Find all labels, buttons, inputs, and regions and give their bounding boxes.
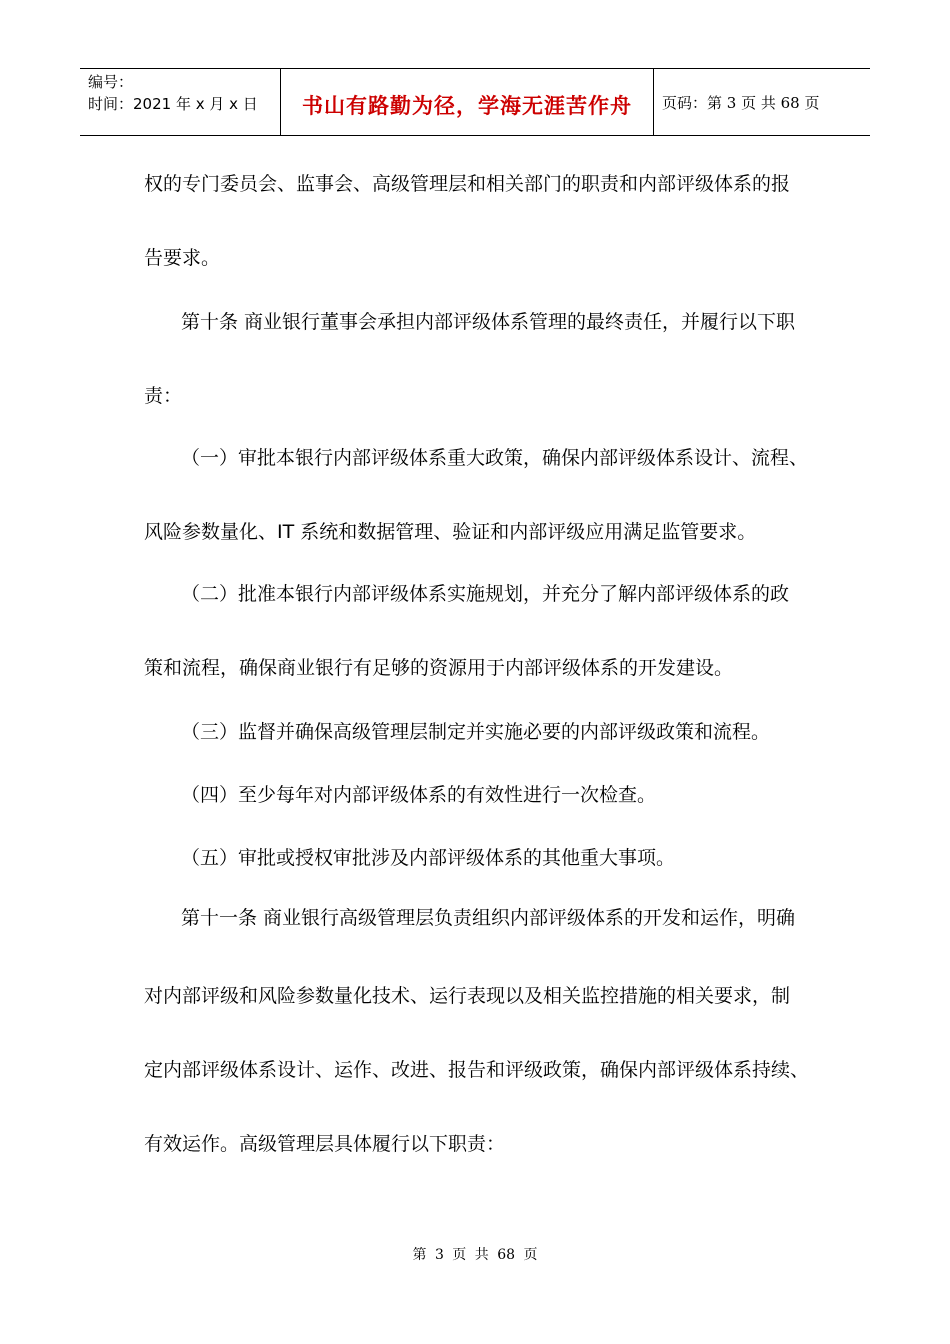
list-item: （五）审批或授权审批涉及内部评级体系的其他重大事项。 bbox=[181, 847, 676, 869]
serial-number-label: 编号： bbox=[88, 73, 134, 91]
motto-text: 书山有路勤为径，学海无涯苦作舟 bbox=[302, 93, 632, 118]
header-motto-cell bbox=[281, 69, 654, 135]
list-item: （四）至少每年对内部评级体系的有效性进行一次检查。 bbox=[181, 784, 657, 806]
body-line: 风险参数量化、IT 系统和数据管理、验证和内部评级应用满足监管要求。 bbox=[144, 521, 757, 543]
body-line: 责： bbox=[144, 385, 183, 407]
body-line: 定内部评级体系设计、运作、改进、报告和评级政策，确保内部评级体系持续、 bbox=[144, 1059, 810, 1081]
date-label: 时间：2021 年 x 月 x 日 bbox=[88, 95, 258, 113]
list-item: （一）审批本银行内部评级体系重大政策，确保内部评级体系设计、流程、 bbox=[181, 447, 809, 469]
page-info: 页码：第 3 页 共 68 页 bbox=[662, 93, 820, 112]
body-line: 权的专门委员会、监事会、高级管理层和相关部门的职责和内部评级体系的报 bbox=[144, 173, 791, 195]
body-line: 对内部评级和风险参数量化技术、运行表现以及相关监控措施的相关要求，制 bbox=[144, 985, 791, 1007]
article-10-heading: 第十条 商业银行董事会承担内部评级体系管理的最终责任，并履行以下职 bbox=[181, 311, 796, 333]
list-item: （三）监督并确保高级管理层制定并实施必要的内部评级政策和流程。 bbox=[181, 721, 771, 743]
body-line: 策和流程，确保商业银行有足够的资源用于内部评级体系的开发建设。 bbox=[144, 657, 734, 679]
body-line: 有效运作。高级管理层具体履行以下职责： bbox=[144, 1133, 506, 1155]
page-header bbox=[80, 68, 870, 136]
page-footer: 第 3 页 共 68 页 bbox=[412, 1247, 538, 1263]
article-11-heading: 第十一条 商业银行高级管理层负责组织内部评级体系的开发和运作，明确 bbox=[181, 907, 796, 929]
body-line: 告要求。 bbox=[144, 247, 221, 269]
header-meta-cell bbox=[80, 69, 281, 135]
list-item: （二）批准本银行内部评级体系实施规划，并充分了解内部评级体系的政 bbox=[181, 583, 790, 605]
header-page-cell bbox=[654, 69, 870, 135]
